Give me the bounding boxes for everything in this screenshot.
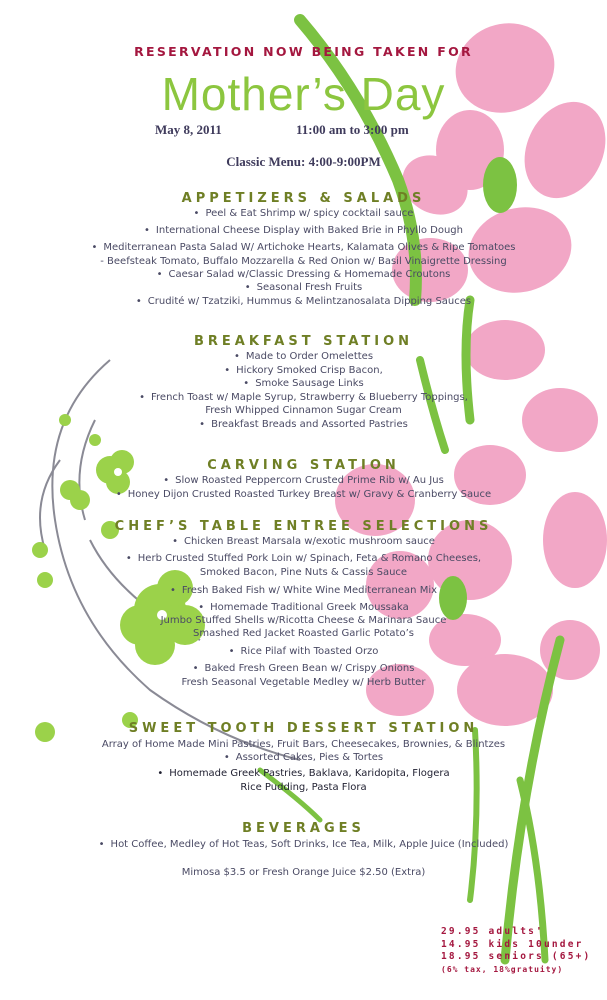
menu-item: Fresh Seasonal Vegetable Medley w/ Herb Butter	[181, 677, 426, 688]
menu-item: • Seasonal Fresh Fruits	[244, 282, 363, 293]
price-adults: 29.95 adults'	[441, 926, 544, 937]
menu-item: • Honey Dijon Crusted Roasted Turkey Breast w/ Gravy & Cranberry Sauce	[115, 489, 492, 500]
menu-item: • Baked Fresh Green Bean w/ Crispy Onions	[192, 663, 415, 674]
price-kids: 14.95 kids 10under	[441, 938, 584, 950]
event-date: May 8, 2011	[155, 122, 222, 137]
section-title-breakfast: BREAKFAST STATION	[193, 334, 414, 349]
menu-item: - Beefsteak Tomato, Buffalo Mozzarella & Red Onion w/ Basil Vinaigrette Dressing	[100, 256, 507, 267]
menu-item: • Assorted Cakes, Pies & Tortes	[223, 752, 384, 763]
menu-item: • Smoke Sausage Links	[243, 378, 364, 389]
bullet-icon: •	[139, 392, 145, 403]
bullet-icon: •	[233, 351, 240, 362]
menu-item: • Made to Order Omelettes	[233, 351, 374, 362]
menu-item: Jumbo Stuffed Shells w/Ricotta Cheese & Marinara Sauce	[160, 615, 447, 626]
menu-item: • French Toast w/ Maple Syrup, Strawberry & Blueberry Toppings,	[139, 392, 468, 403]
price-note: (6% tax, 18%gratuity)	[441, 964, 564, 974]
bullet-icon: •	[193, 208, 200, 219]
menu-item: • Herb Crusted Stuffed Pork Loin w/ Spinach, Feta & Romano Cheeses,	[125, 553, 482, 564]
bullet-icon: •	[115, 489, 122, 500]
menu-item: • Hot Coffee, Medley of Hot Teas, Soft Drinks, Ice Tea, Milk, Apple Juice (Included)	[98, 839, 509, 850]
price-list	[441, 926, 591, 976]
menu-item: • Homemade Greek Pastries, Baklava, Karidopita, Flogera	[157, 768, 450, 779]
bullet-icon: •	[224, 365, 231, 376]
bullet-icon: •	[163, 475, 170, 486]
bullet-icon: •	[156, 269, 163, 280]
bullet-icon: •	[157, 768, 164, 779]
menu-item: Mimosa $3.5 or Fresh Orange Juice $2.50 (Extra)	[181, 867, 426, 878]
event-time: 11:00 am to 3:00 pm	[296, 122, 409, 137]
page-title: Mother’s Day	[161, 68, 446, 120]
section-title-chefs-table: CHEF’S TABLE ENTREE SELECTIONS	[114, 519, 493, 534]
section-title-dessert: SWEET TOOTH DESSERT STATION	[128, 721, 479, 736]
section-title-beverages: BEVERAGES	[242, 821, 365, 836]
bullet-icon: •	[172, 536, 178, 547]
menu-item: • International Cheese Display with Baked Brie in Phyllo Dough	[144, 225, 463, 236]
menu-item: • Caesar Salad w/Classic Dressing & Homemade Croutons	[156, 269, 451, 280]
bullet-icon: •	[198, 602, 205, 613]
menu-item: • Mediterranean Pasta Salad W/ Artichoke Hearts, Kalamata Olives & Ripe Tomatoes	[91, 242, 516, 253]
bullet-icon: •	[169, 585, 176, 596]
bullet-icon: •	[192, 663, 199, 674]
menu-item: • Peel & Eat Shrimp w/ spicy cocktail sauce	[193, 208, 414, 219]
menu-item: Smoked Bacon, Pine Nuts & Cassis Sauce	[199, 567, 408, 578]
bullet-icon: •	[98, 839, 105, 850]
bullet-icon: •	[244, 282, 251, 293]
price-seniors: 18.95 seniors (65+)	[441, 951, 592, 962]
menu-item: Rice Pudding, Pasta Flora	[240, 782, 367, 793]
bullet-icon: •	[125, 553, 132, 564]
bullet-icon: •	[144, 225, 150, 236]
menu-item: • Slow Roasted Peppercorn Crusted Prime Rib w/ Au Jus	[163, 475, 444, 486]
menu-item: • Fresh Baked Fish w/ White Wine Mediterranean Mix	[169, 585, 438, 596]
menu-item: Smashed Red Jacket Roasted Garlic Potato’s	[193, 628, 414, 639]
classic-menu-hours: Classic Menu: 4:00-9:00PM	[226, 154, 381, 169]
reservation-banner: RESERVATION NOW BEING TAKEN FOR	[134, 44, 473, 59]
bullet-icon: •	[135, 296, 142, 307]
bullet-icon: •	[243, 378, 250, 389]
menu-item: • Crudité w/ Tzatziki, Hummus & Melintzanosalata Dipping Sauces	[135, 296, 472, 307]
menu-item: • Hickory Smoked Crisp Bacon,	[224, 365, 383, 376]
section-title-appetizers: APPETIZERS & SALADS	[181, 191, 426, 206]
menu-item: Array of Home Made Mini Pastries, Fruit Bars, Cheesecakes, Brownies, & Blintzes	[101, 739, 506, 750]
menu-item: • Homemade Traditional Greek Moussaka	[198, 602, 409, 613]
menu-item: • Breakfast Breads and Assorted Pastries	[199, 419, 408, 430]
bullet-icon: •	[91, 242, 98, 253]
section-title-carving: CARVING STATION	[207, 458, 400, 473]
bullet-icon: •	[223, 752, 230, 763]
bullet-icon: •	[199, 419, 206, 430]
bullet-icon: •	[228, 646, 235, 657]
menu-item: • Chicken Breast Marsala w/exotic mushroom sauce	[172, 536, 435, 547]
menu-item: Fresh Whipped Cinnamon Sugar Cream	[205, 405, 402, 416]
menu-item: • Rice Pilaf with Toasted Orzo	[228, 646, 379, 657]
